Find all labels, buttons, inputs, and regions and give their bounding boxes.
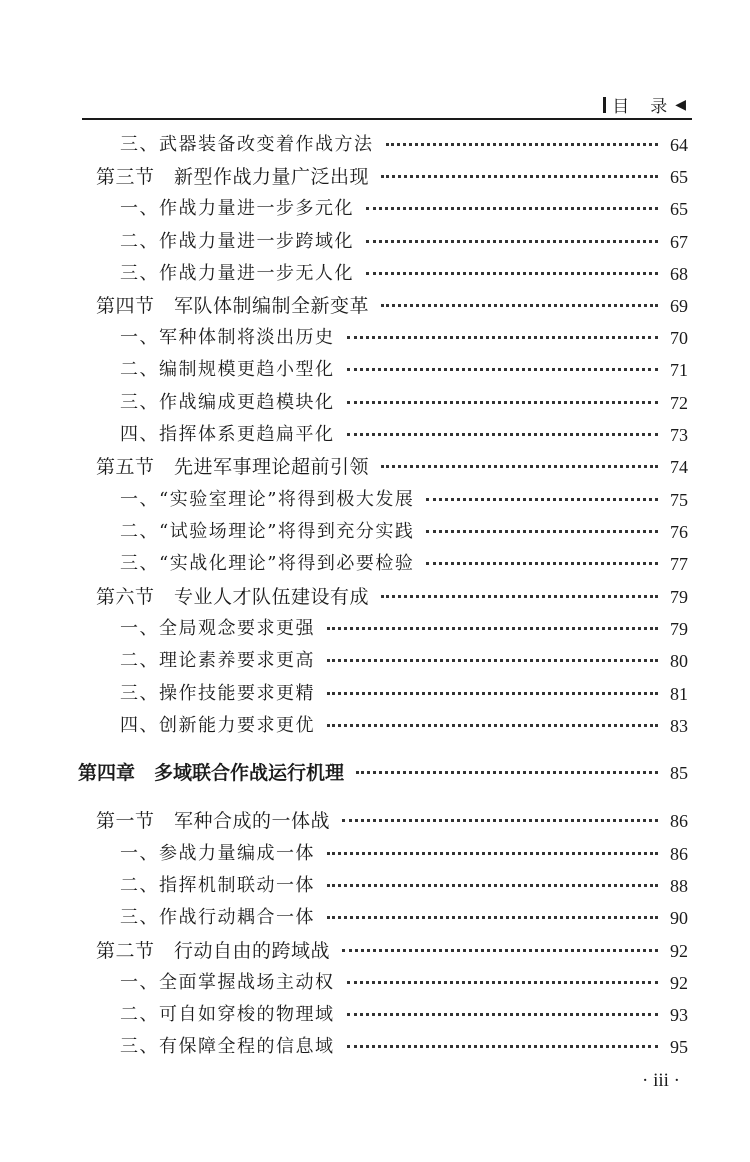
toc-subsection-entry[interactable]	[0, 549, 750, 579]
toc-entry-page: 69	[670, 296, 688, 316]
leader-dots	[327, 724, 658, 727]
toc-entry-title: 二、编制规模更趋小型化	[120, 355, 343, 385]
leader-dots	[381, 465, 658, 468]
header-title: 目 录	[612, 97, 670, 117]
toc-subsection-entry[interactable]	[0, 903, 750, 933]
running-header	[603, 92, 688, 117]
toc-entry-page: 79	[670, 587, 688, 607]
toc-entry-page: 92	[670, 941, 688, 961]
toc-entry-page: 65	[670, 167, 688, 187]
toc-entry-title: 第四章 多域联合作战运行机理	[78, 758, 352, 788]
leader-dots	[381, 595, 658, 598]
toc-entry-page: 71	[670, 360, 688, 380]
leader-dots	[426, 530, 658, 533]
leader-dots	[426, 562, 658, 565]
toc-entry-title: 第三节 新型作战力量广泛出现	[96, 162, 377, 192]
leader-dots	[366, 272, 658, 275]
toc-subsection-entry[interactable]	[0, 485, 750, 515]
leader-dots	[381, 304, 658, 307]
toc-subsection-entry[interactable]	[0, 517, 750, 547]
toc-subsection-entry[interactable]	[0, 227, 750, 257]
toc-entry-page: 72	[670, 393, 688, 413]
toc-subsection-entry[interactable]	[0, 323, 750, 353]
toc-subsection-entry[interactable]	[0, 968, 750, 998]
toc-entry-page: 83	[670, 716, 688, 736]
toc-section-entry[interactable]	[0, 291, 750, 321]
toc-subsection-entry[interactable]	[0, 711, 750, 741]
toc-entry-title: 二、指挥机制联动一体	[120, 871, 323, 901]
leader-dots	[347, 336, 658, 339]
leader-dots	[347, 368, 658, 371]
toc-section-entry[interactable]	[0, 582, 750, 612]
toc-entry-title: 第四节 军队体制编制全新变革	[96, 291, 377, 321]
toc-subsection-entry[interactable]	[0, 1032, 750, 1062]
toc-entry-title: 一、作战力量进一步多元化	[120, 194, 362, 224]
toc-subsection-entry[interactable]	[0, 194, 750, 224]
toc-entry-title: 四、指挥体系更趋扁平化	[120, 420, 343, 450]
leader-dots	[356, 771, 658, 774]
toc-subsection-entry[interactable]	[0, 614, 750, 644]
toc-entry-page: 79	[670, 619, 688, 639]
toc-entry-page: 65	[670, 199, 688, 219]
toc-entry-title: 第五节 先进军事理论超前引领	[96, 452, 377, 482]
toc-entry-title: 第一节 军种合成的一体战	[96, 806, 338, 836]
triangle-left-icon: ◀	[675, 96, 688, 113]
toc-subsection-entry[interactable]	[0, 871, 750, 901]
toc-subsection-entry[interactable]	[0, 420, 750, 450]
leader-dots	[342, 819, 658, 822]
header-bar-mark	[603, 97, 606, 113]
leader-dots	[327, 852, 658, 855]
leader-dots	[347, 1013, 658, 1016]
toc-entry-title: 一、“实验室理论”将得到极大发展	[120, 485, 422, 515]
toc-entry-page: 93	[670, 1005, 688, 1025]
toc-entry-title: 三、武器装备改变着作战方法	[120, 130, 382, 160]
toc-entry-title: 四、创新能力要求更优	[120, 711, 323, 741]
toc-entry-title: 一、全局观念要求更强	[120, 614, 323, 644]
toc-entry-page: 75	[670, 490, 688, 510]
toc-entry-title: 三、作战力量进一步无人化	[120, 259, 362, 289]
toc-entry-title: 二、理论素养要求更高	[120, 646, 323, 676]
toc-subsection-entry[interactable]	[0, 679, 750, 709]
toc-entry-title: 二、“试验场理论”将得到充分实践	[120, 517, 422, 547]
toc-entry-page: 81	[670, 684, 688, 704]
toc-subsection-entry[interactable]	[0, 355, 750, 385]
toc-entry-page: 67	[670, 232, 688, 252]
toc-entry-page: 73	[670, 425, 688, 445]
toc-subsection-entry[interactable]	[0, 646, 750, 676]
toc-entry-title: 一、参战力量编成一体	[120, 839, 323, 869]
leader-dots	[327, 627, 658, 630]
toc-section-entry[interactable]	[0, 162, 750, 192]
leader-dots	[366, 207, 658, 210]
toc-chapter-entry[interactable]	[0, 758, 750, 788]
toc-entry-page: 92	[670, 973, 688, 993]
leader-dots	[327, 659, 658, 662]
leader-dots	[327, 884, 658, 887]
toc-subsection-entry[interactable]	[0, 1000, 750, 1030]
toc-section-entry[interactable]	[0, 806, 750, 836]
leader-dots	[366, 240, 658, 243]
toc-section-entry[interactable]	[0, 936, 750, 966]
toc-entry-title: 第二节 行动自由的跨域战	[96, 936, 338, 966]
toc-entry-title: 三、有保障全程的信息域	[120, 1032, 343, 1062]
toc-entry-title: 二、作战力量进一步跨域化	[120, 227, 362, 257]
leader-dots	[327, 916, 658, 919]
toc-entry-page: 70	[670, 328, 688, 348]
leader-dots	[347, 401, 658, 404]
toc-subsection-entry[interactable]	[0, 259, 750, 289]
toc-entry-page: 64	[670, 135, 688, 155]
toc-entry-page: 68	[670, 264, 688, 284]
header-rule	[82, 118, 692, 120]
toc-subsection-entry[interactable]	[0, 388, 750, 418]
toc-entry-page: 77	[670, 554, 688, 574]
toc-entry-title: 三、操作技能要求更精	[120, 679, 323, 709]
toc-section-entry[interactable]	[0, 452, 750, 482]
toc-entry-title: 三、作战行动耦合一体	[120, 903, 323, 933]
toc-entry-page: 88	[670, 876, 688, 896]
leader-dots	[426, 498, 658, 501]
toc-subsection-entry[interactable]	[0, 130, 750, 160]
toc-entry-page: 85	[670, 763, 688, 783]
toc-entry-title: 三、“实战化理论”将得到必要检验	[120, 549, 422, 579]
toc-entry-title: 二、可自如穿梭的物理域	[120, 1000, 343, 1030]
leader-dots	[381, 175, 658, 178]
toc-subsection-entry[interactable]	[0, 839, 750, 869]
leader-dots	[347, 1045, 658, 1048]
toc-entry-page: 90	[670, 908, 688, 928]
toc-entry-page: 74	[670, 457, 688, 477]
toc-entry-page: 80	[670, 651, 688, 671]
leader-dots	[342, 949, 658, 952]
leader-dots	[347, 433, 658, 436]
toc-entry-title: 第六节 专业人才队伍建设有成	[96, 582, 377, 612]
toc-entry-page: 95	[670, 1037, 688, 1057]
toc-entry-page: 86	[670, 811, 688, 831]
leader-dots	[386, 143, 658, 146]
toc-entry-title: 三、作战编成更趋模块化	[120, 388, 343, 418]
toc-entry-title: 一、全面掌握战场主动权	[120, 968, 343, 998]
toc-entry-page: 86	[670, 844, 688, 864]
leader-dots	[327, 692, 658, 695]
toc-entry-page: 76	[670, 522, 688, 542]
page-number: · iii ·	[642, 1070, 680, 1091]
toc-entry-title: 一、军种体制将淡出历史	[120, 323, 343, 353]
leader-dots	[347, 981, 658, 984]
